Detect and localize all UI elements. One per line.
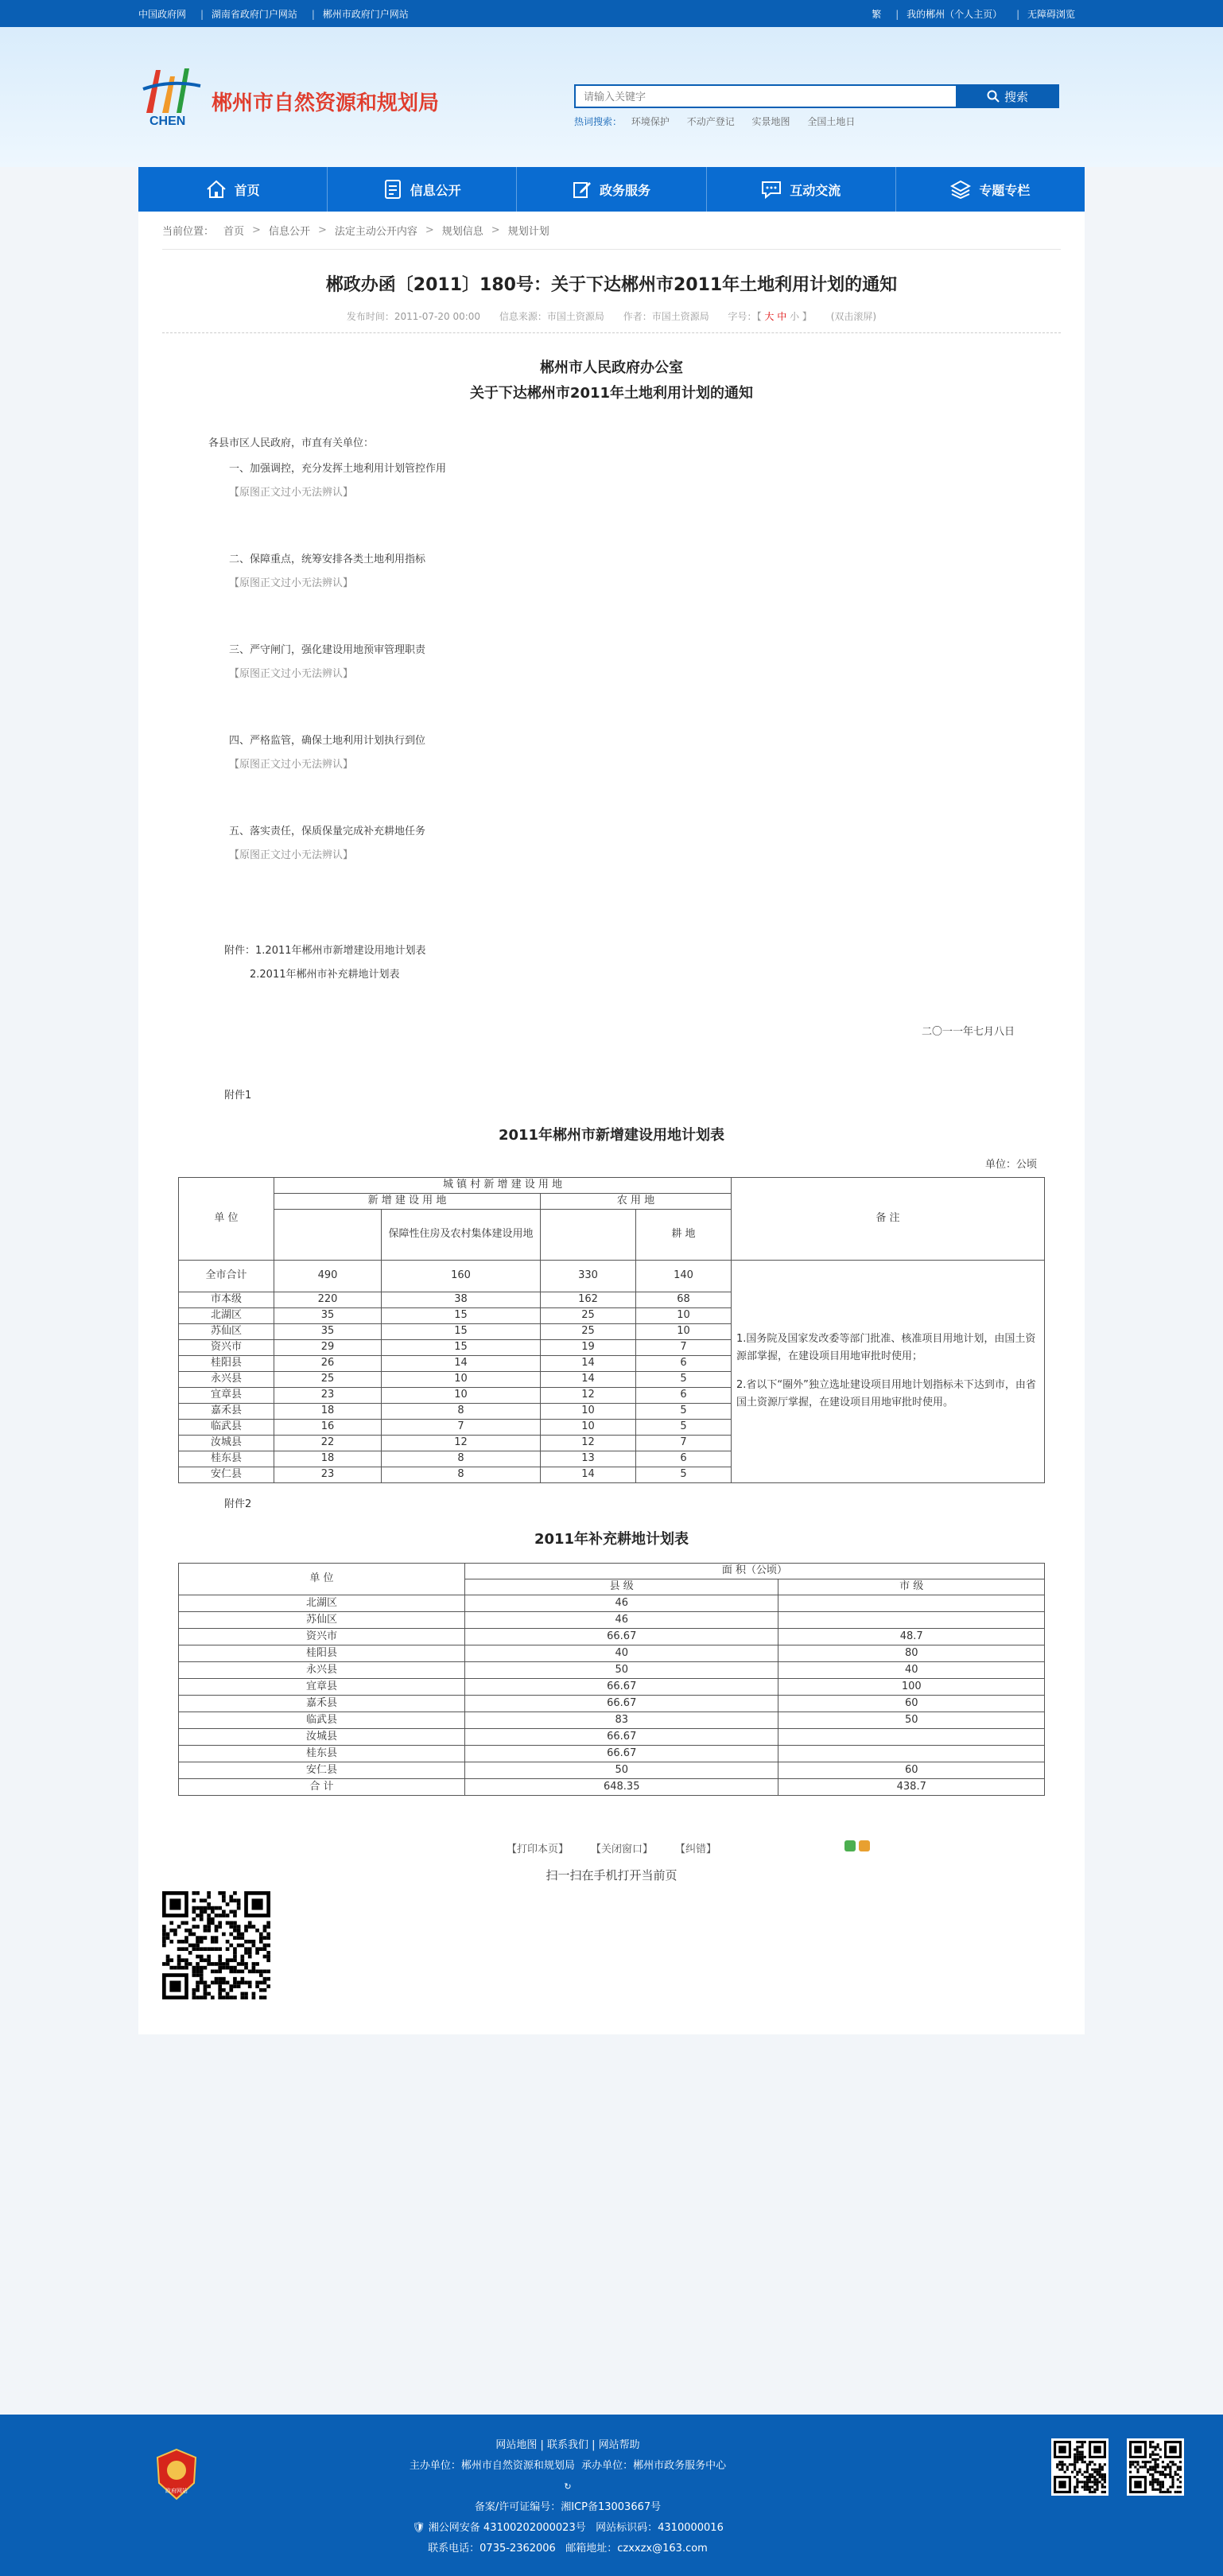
col-header: 农 用 地 bbox=[541, 1193, 732, 1209]
table-cell: 12 bbox=[541, 1387, 636, 1403]
table-cell: 66.67 bbox=[465, 1728, 778, 1745]
divider: | bbox=[895, 8, 899, 20]
table-cell: 汝城县 bbox=[179, 1728, 465, 1745]
top-right-links bbox=[872, 7, 1085, 21]
table-cell: 18 bbox=[274, 1451, 382, 1467]
footer-phone: 联系电话：0735-2362006 bbox=[428, 2543, 556, 2555]
table-cell: 资兴市 bbox=[179, 1628, 465, 1645]
font-size-medium[interactable]: 中 bbox=[777, 310, 787, 322]
footer-link[interactable]: 联系我们 bbox=[546, 2439, 588, 2451]
table-cell: 438.7 bbox=[778, 1778, 1045, 1795]
table-cell: 5 bbox=[636, 1419, 732, 1435]
table-row bbox=[179, 1778, 1045, 1795]
table-row bbox=[179, 1628, 1045, 1645]
footer-icp[interactable]: 备案/许可证编号：湘ICP备13003667号 bbox=[474, 2501, 662, 2513]
table-cell: 桂阳县 bbox=[179, 1645, 465, 1661]
attachment-name: 1.2011年郴州市新增建设用地计划表 bbox=[255, 944, 426, 957]
table-cell bbox=[778, 1728, 1045, 1745]
nav-topics[interactable] bbox=[896, 167, 1085, 212]
table-cell: 10 bbox=[382, 1371, 541, 1387]
col-header: 单 位 bbox=[179, 1563, 465, 1595]
site-footer bbox=[0, 2415, 1223, 2576]
table-cell: 12 bbox=[382, 1435, 541, 1451]
font-size-label: 字号： bbox=[728, 310, 757, 322]
section-heading: 五、落实责任，保质保量完成补充耕地任务 bbox=[229, 825, 426, 837]
breadcrumb-item[interactable]: 规划信息 bbox=[441, 226, 483, 238]
search-icon bbox=[987, 90, 1000, 103]
table-cell: 23 bbox=[274, 1467, 382, 1482]
hot-word[interactable]: 不动产登记 bbox=[686, 116, 735, 127]
table-cell bbox=[778, 1595, 1045, 1611]
table-row bbox=[179, 1728, 1045, 1745]
breadcrumb-item[interactable]: 首页 bbox=[223, 226, 245, 238]
col-header: 保障性住房及农村集体建设用地 bbox=[382, 1209, 541, 1260]
table-cell: 永兴县 bbox=[179, 1371, 274, 1387]
link-chenzhou-gov[interactable]: 郴州市政府门户网站 bbox=[322, 8, 409, 20]
main-nav bbox=[138, 167, 1085, 212]
table-cell: 66.67 bbox=[465, 1745, 778, 1762]
author: 作者：市国土资源局 bbox=[623, 310, 709, 322]
edit-icon bbox=[573, 180, 592, 199]
layers-icon bbox=[950, 180, 971, 199]
table-row bbox=[179, 1712, 1045, 1728]
link-accessibility[interactable]: 无障碍浏览 bbox=[1027, 8, 1075, 20]
nav-label: 政务服务 bbox=[600, 182, 651, 198]
signed-date: 二〇一一年七月八日 bbox=[921, 1025, 1015, 1038]
col-header bbox=[541, 1209, 636, 1260]
table-cell: 10 bbox=[636, 1323, 732, 1339]
table-cell: 5 bbox=[636, 1467, 732, 1482]
table-cell: 永兴县 bbox=[179, 1661, 465, 1678]
col-header: 单 位 bbox=[179, 1177, 274, 1260]
remark-text: 1.国务院及国家发改委等部门批准、核准项目用地计划，由国土资源部掌握，在建设项目用地审批时使用； bbox=[736, 1333, 1036, 1363]
table-cell: 6 bbox=[636, 1355, 732, 1371]
attachments bbox=[208, 939, 1015, 987]
table-cell: 5 bbox=[636, 1403, 732, 1419]
hot-word[interactable]: 全国土地日 bbox=[807, 116, 856, 127]
gov-badge-icon[interactable] bbox=[154, 2448, 199, 2500]
table-cell: 23 bbox=[274, 1387, 382, 1403]
doc-issuer: 郴州市人民政府办公室 bbox=[540, 359, 683, 376]
table-cell: 8 bbox=[382, 1467, 541, 1482]
footer-refresh-icon: ↻ bbox=[564, 2481, 572, 2492]
section-heading: 一、加强调控，充分发挥土地利用计划管控作用 bbox=[229, 462, 447, 475]
nav-services[interactable] bbox=[517, 167, 706, 212]
nav-label: 专题专栏 bbox=[979, 182, 1031, 198]
table-cell: 25 bbox=[541, 1307, 636, 1323]
table-cell: 83 bbox=[465, 1712, 778, 1728]
breadcrumb-label: 当前位置： bbox=[162, 226, 215, 238]
col-header: 城 镇 村 新 增 建 设 用 地 bbox=[274, 1177, 732, 1193]
table-cell: 46 bbox=[465, 1611, 778, 1628]
table-cell: 苏仙区 bbox=[179, 1323, 274, 1339]
body-paragraph: 【原图正文过小无法辨认】 bbox=[229, 758, 354, 771]
table-cell: 35 bbox=[274, 1323, 382, 1339]
table-cell: 18 bbox=[274, 1403, 382, 1419]
table-row bbox=[179, 1762, 1045, 1778]
breadcrumb-sep: > bbox=[252, 224, 261, 236]
table-cell: 26 bbox=[274, 1355, 382, 1371]
qr-code bbox=[162, 1891, 270, 1999]
table-row bbox=[179, 1695, 1045, 1712]
logo-en-text: CHEN bbox=[149, 115, 186, 128]
table-cell: 25 bbox=[274, 1371, 382, 1387]
col-header: 县 级 bbox=[465, 1579, 778, 1595]
annex2-title: 2011年补充耕地计划表 bbox=[534, 1530, 689, 1548]
table-row bbox=[179, 1645, 1045, 1661]
table-cell: 10 bbox=[541, 1403, 636, 1419]
breadcrumb-sep: > bbox=[425, 224, 434, 236]
body-paragraph: 【原图正文过小无法辨认】 bbox=[229, 849, 354, 861]
home-icon bbox=[206, 180, 227, 199]
table-cell: 66.67 bbox=[465, 1628, 778, 1645]
table-cell: 10 bbox=[382, 1387, 541, 1403]
info-source: 信息来源：市国土资源局 bbox=[499, 310, 604, 322]
table-cell: 7 bbox=[636, 1435, 732, 1451]
table-cell: 15 bbox=[382, 1323, 541, 1339]
attachments-label: 附件： bbox=[224, 944, 256, 957]
search-button-label: 搜索 bbox=[1004, 90, 1028, 104]
table-cell: 40 bbox=[465, 1645, 778, 1661]
attachment-name: 2.2011年郴州市补充耕地计划表 bbox=[250, 968, 400, 981]
footer-police-record[interactable]: 湘公网安备 43100202000023号 bbox=[428, 2522, 586, 2534]
table-cell: 全市合计 bbox=[179, 1260, 274, 1292]
table-cell: 14 bbox=[541, 1355, 636, 1371]
table-cell: 66.67 bbox=[465, 1678, 778, 1695]
annex1-unit: 单位：公顷 bbox=[984, 1158, 1037, 1171]
table-cell: 桂东县 bbox=[179, 1745, 465, 1762]
body-paragraph: 【原图正文过小无法辨认】 bbox=[229, 577, 354, 589]
table-cell: 宜章县 bbox=[179, 1387, 274, 1403]
table-cell: 8 bbox=[382, 1403, 541, 1419]
table-cell: 29 bbox=[274, 1339, 382, 1355]
table-cell: 合 计 bbox=[179, 1778, 465, 1795]
table-cell: 8 bbox=[382, 1451, 541, 1467]
table-cell: 80 bbox=[778, 1645, 1045, 1661]
table-cell: 苏仙区 bbox=[179, 1611, 465, 1628]
table-cell: 安仁县 bbox=[179, 1762, 465, 1778]
table-cell: 14 bbox=[541, 1371, 636, 1387]
table-cell: 桂东县 bbox=[179, 1451, 274, 1467]
link-gov-cn[interactable]: 中国政府网 bbox=[138, 8, 187, 20]
table-cell: 38 bbox=[382, 1292, 541, 1307]
chat-icon bbox=[761, 180, 782, 199]
table-cell: 68 bbox=[636, 1292, 732, 1307]
attachment-item bbox=[224, 963, 1015, 987]
table-cell: 48.7 bbox=[778, 1628, 1045, 1645]
salutation: 各县市区人民政府，市直有关单位： bbox=[208, 437, 375, 449]
search-input[interactable] bbox=[574, 84, 956, 108]
table-cell: 14 bbox=[382, 1355, 541, 1371]
table-cell: 嘉禾县 bbox=[179, 1403, 274, 1419]
breadcrumb bbox=[162, 212, 1061, 250]
table-cell: 13 bbox=[541, 1451, 636, 1467]
breadcrumb-item[interactable]: 法定主动公开内容 bbox=[334, 226, 417, 238]
breadcrumb-sep: > bbox=[491, 224, 500, 236]
col-header bbox=[274, 1209, 382, 1260]
table-row bbox=[179, 1661, 1045, 1678]
table-cell: 60 bbox=[778, 1695, 1045, 1712]
col-header: 备 注 bbox=[732, 1177, 1045, 1260]
nav-label: 首页 bbox=[234, 182, 260, 198]
scan-hint: 扫一扫在手机打开当前页 bbox=[545, 1867, 678, 1882]
body-paragraph: 【原图正文过小无法辨认】 bbox=[229, 667, 354, 680]
logo-icon bbox=[138, 65, 205, 132]
table-cell: 10 bbox=[636, 1307, 732, 1323]
annex1-label: 附件1 bbox=[224, 1089, 252, 1102]
search-button[interactable] bbox=[956, 84, 1059, 108]
table-row bbox=[179, 1745, 1045, 1762]
article-meta bbox=[162, 309, 1061, 333]
link-traditional[interactable]: 繁 bbox=[872, 8, 882, 20]
article-body bbox=[162, 433, 1061, 1106]
remark-cell bbox=[732, 1260, 1045, 1482]
table-cell: 100 bbox=[778, 1678, 1045, 1695]
footer-qr-code bbox=[1051, 2438, 1108, 2496]
section-heading: 四、严格监管，确保土地利用计划执行到位 bbox=[229, 734, 426, 747]
breadcrumb-sep: > bbox=[317, 224, 327, 236]
site-title: 郴州市自然资源和规划局 bbox=[212, 91, 440, 115]
site-logo[interactable] bbox=[138, 65, 439, 132]
table-cell: 15 bbox=[382, 1339, 541, 1355]
table-cell: 16 bbox=[274, 1419, 382, 1435]
table-cell: 7 bbox=[636, 1339, 732, 1355]
table-cell: 临武县 bbox=[179, 1419, 274, 1435]
table-cell: 12 bbox=[541, 1435, 636, 1451]
table-row bbox=[179, 1611, 1045, 1628]
doc-header bbox=[162, 356, 1061, 406]
site-header bbox=[0, 27, 1223, 167]
link-my-chenzhou[interactable]: 我的郴州（个人主页） bbox=[907, 8, 1003, 20]
table-cell: 汝城县 bbox=[179, 1435, 274, 1451]
hot-word[interactable]: 实景地图 bbox=[751, 116, 790, 127]
divider: | bbox=[200, 8, 204, 20]
table-cell: 桂阳县 bbox=[179, 1355, 274, 1371]
print-button[interactable]: 【打印本页】 bbox=[506, 1843, 569, 1855]
annex2-label: 附件2 bbox=[224, 1498, 252, 1510]
table-cell: 6 bbox=[636, 1451, 732, 1467]
attachment-item bbox=[224, 939, 1015, 963]
table-cell: 220 bbox=[274, 1292, 382, 1307]
nav-interaction[interactable] bbox=[707, 167, 896, 212]
annex2-table bbox=[178, 1563, 1045, 1796]
hot-word[interactable]: 环境保护 bbox=[631, 116, 670, 127]
font-size-control: 字号：【 大 中 小 】 bbox=[728, 310, 815, 322]
hot-words-label: 热词搜索： bbox=[574, 116, 623, 127]
link-hunan-gov[interactable]: 湖南省政府门户网站 bbox=[211, 8, 297, 20]
table-cell: 50 bbox=[465, 1762, 778, 1778]
nav-home[interactable] bbox=[138, 167, 328, 212]
article-title: 郴政办函〔2011〕180号：关于下达郴州市2011年土地利用计划的通知 bbox=[325, 275, 898, 295]
table-cell: 15 bbox=[382, 1307, 541, 1323]
wechat-icon[interactable] bbox=[844, 1840, 856, 1851]
hot-words bbox=[574, 115, 1059, 128]
section-heading: 二、保障重点，统筹安排各类土地利用指标 bbox=[229, 553, 426, 565]
table-cell: 北湖区 bbox=[179, 1307, 274, 1323]
table-cell: 安仁县 bbox=[179, 1467, 274, 1482]
table-cell: 648.35 bbox=[465, 1778, 778, 1795]
footer-operator: 承办单位：郴州市政务服务中心 bbox=[581, 2460, 727, 2472]
annex1-title: 2011年郴州市新增建设用地计划表 bbox=[498, 1126, 725, 1144]
table-row bbox=[179, 1595, 1045, 1611]
auto-scroll-link[interactable]: (双击滚屏) bbox=[830, 310, 877, 322]
table-cell: 140 bbox=[636, 1260, 732, 1292]
font-size-small[interactable]: 小 bbox=[790, 310, 800, 322]
table-cell: 490 bbox=[274, 1260, 382, 1292]
body-paragraphs bbox=[208, 459, 1015, 907]
breadcrumb-item[interactable]: 规划计划 bbox=[507, 226, 549, 238]
footer-link[interactable]: 网站帮助 bbox=[598, 2439, 640, 2451]
footer-links: 网站地图 | 联系我们 | 网站帮助 bbox=[495, 2439, 640, 2451]
table-cell: 60 bbox=[778, 1762, 1045, 1778]
table-cell: 19 bbox=[541, 1339, 636, 1355]
table-cell: 嘉禾县 bbox=[179, 1695, 465, 1712]
col-header: 耕 地 bbox=[636, 1209, 732, 1260]
weibo-icon[interactable] bbox=[859, 1840, 870, 1851]
table-cell: 北湖区 bbox=[179, 1595, 465, 1611]
footer-host: 主办单位：郴州市自然资源和规划局 bbox=[409, 2460, 575, 2472]
table-cell bbox=[778, 1745, 1045, 1762]
divider: | bbox=[311, 8, 315, 20]
font-size-large[interactable]: 大 bbox=[764, 310, 775, 322]
table-cell: 7 bbox=[382, 1419, 541, 1435]
top-links bbox=[138, 7, 418, 21]
table-cell: 5 bbox=[636, 1371, 732, 1387]
table-cell: 22 bbox=[274, 1435, 382, 1451]
nav-info-public[interactable] bbox=[328, 167, 517, 212]
top-bar bbox=[0, 0, 1223, 27]
document-icon bbox=[383, 179, 402, 200]
divider: | bbox=[1016, 8, 1020, 20]
footer-email[interactable]: 邮箱地址：czxxzx@163.com bbox=[565, 2543, 708, 2555]
table-row bbox=[179, 1678, 1045, 1695]
table-cell: 160 bbox=[382, 1260, 541, 1292]
table-cell: 35 bbox=[274, 1307, 382, 1323]
col-header: 市 级 bbox=[778, 1579, 1045, 1595]
remark-text: 2.省以下“圈外”独立选址建设项目用地计划指标未下达到市，由省国土资源厅掌握，在建设项目用地审批时使用。 bbox=[736, 1379, 1036, 1409]
footer-site-id: 网站标识码：4310000016 bbox=[596, 2522, 724, 2534]
search-area bbox=[574, 84, 1059, 128]
footer-link[interactable]: 网站地图 bbox=[495, 2439, 538, 2451]
table-cell: 市本级 bbox=[179, 1292, 274, 1307]
table-cell: 66.67 bbox=[465, 1695, 778, 1712]
doc-title: 关于下达郴州市2011年土地利用计划的通知 bbox=[469, 384, 754, 402]
col-header: 新 增 建 设 用 地 bbox=[274, 1193, 541, 1209]
share-icons bbox=[844, 1840, 870, 1851]
table-cell: 50 bbox=[465, 1661, 778, 1678]
page-tools bbox=[162, 1840, 1061, 1855]
annex1-table bbox=[178, 1177, 1045, 1483]
table-cell: 6 bbox=[636, 1387, 732, 1403]
table-cell: 50 bbox=[778, 1712, 1045, 1728]
table-cell: 25 bbox=[541, 1323, 636, 1339]
breadcrumb-item[interactable]: 信息公开 bbox=[268, 226, 310, 238]
col-header: 面 积（公顷） bbox=[465, 1563, 1045, 1579]
table-cell: 10 bbox=[541, 1419, 636, 1435]
table-row bbox=[179, 1260, 1045, 1292]
table-cell: 资兴市 bbox=[179, 1339, 274, 1355]
table-cell: 330 bbox=[541, 1260, 636, 1292]
table-cell: 14 bbox=[541, 1467, 636, 1482]
badge-text: 政府网站 bbox=[165, 2488, 188, 2494]
table-cell bbox=[778, 1611, 1045, 1628]
table-cell: 162 bbox=[541, 1292, 636, 1307]
publish-date: 发布时间：2011-07-20 00:00 bbox=[346, 310, 481, 322]
table-cell: 临武县 bbox=[179, 1712, 465, 1728]
nav-label: 信息公开 bbox=[410, 182, 461, 198]
table-cell: 40 bbox=[778, 1661, 1045, 1678]
main-content bbox=[138, 212, 1085, 2034]
body-paragraph: 【原图正文过小无法辨认】 bbox=[229, 486, 354, 499]
section-heading: 三、严守闸门，强化建设用地预审管理职责 bbox=[229, 643, 426, 656]
footer-info bbox=[297, 2435, 838, 2559]
table-cell: 宜章县 bbox=[179, 1678, 465, 1695]
nav-label: 互动交流 bbox=[790, 182, 841, 198]
error-report-button[interactable]: 【纠错】 bbox=[675, 1843, 717, 1855]
close-window-button[interactable]: 【关闭窗口】 bbox=[590, 1843, 653, 1855]
footer-qr-code bbox=[1127, 2438, 1184, 2496]
table-cell: 46 bbox=[465, 1595, 778, 1611]
footer-police-icon: 🛡 bbox=[412, 2522, 425, 2534]
